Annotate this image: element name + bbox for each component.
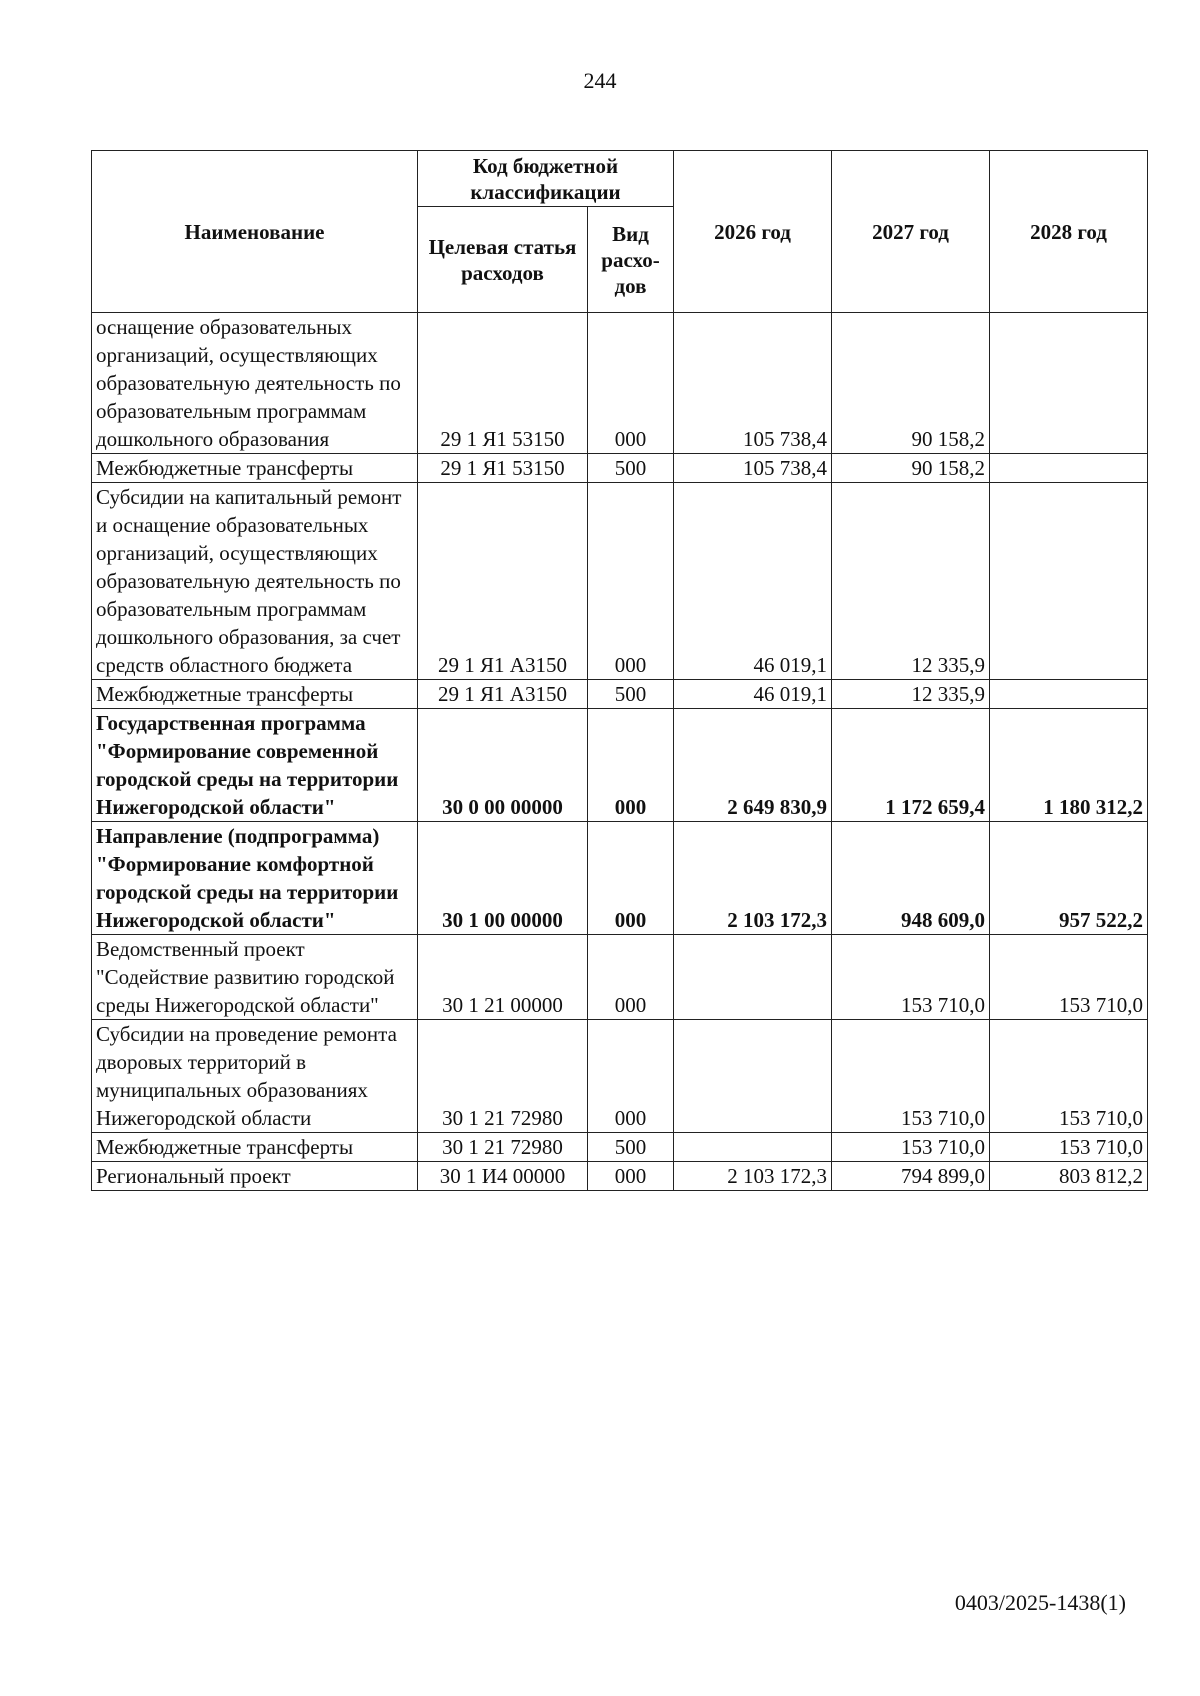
row-expense-kind: 000 [588, 935, 674, 1020]
row-2026 [674, 1020, 832, 1133]
row-expense-kind: 500 [588, 1133, 674, 1162]
row-target-code: 30 0 00 00000 [418, 709, 588, 822]
row-2028: 153 710,0 [990, 935, 1148, 1020]
row-target-code: 29 1 Я1 А3150 [418, 483, 588, 680]
row-2027: 153 710,0 [832, 935, 990, 1020]
row-2027: 948 609,0 [832, 822, 990, 935]
row-2026: 46 019,1 [674, 680, 832, 709]
row-2027: 153 710,0 [832, 1020, 990, 1133]
row-2027: 12 335,9 [832, 680, 990, 709]
row-name: Направление (подпрограмма) "Формирование комфортной городской среды на территории Нижегородской области" [92, 822, 418, 935]
row-2026: 105 738,4 [674, 454, 832, 483]
row-name: Межбюджетные трансферты [92, 680, 418, 709]
row-2028 [990, 454, 1148, 483]
table-row [92, 709, 1148, 822]
table-row [92, 313, 1148, 454]
row-2028: 153 710,0 [990, 1133, 1148, 1162]
header-expense-kind: Вид расхо-дов [588, 207, 674, 313]
row-2027: 153 710,0 [832, 1133, 990, 1162]
row-expense-kind: 000 [588, 483, 674, 680]
row-name: Межбюджетные трансферты [92, 1133, 418, 1162]
row-target-code: 29 1 Я1 53150 [418, 313, 588, 454]
row-2027: 794 899,0 [832, 1162, 990, 1191]
table-row [92, 1162, 1148, 1191]
row-target-code: 30 1 И4 00000 [418, 1162, 588, 1191]
row-2026: 105 738,4 [674, 313, 832, 454]
row-2028: 803 812,2 [990, 1162, 1148, 1191]
row-name: Субсидии на проведение ремонта дворовых территорий в муниципальных образованиях Нижегородской области [92, 1020, 418, 1133]
row-2026: 2 103 172,3 [674, 1162, 832, 1191]
header-2027: 2027 год [832, 151, 990, 313]
row-2028: 153 710,0 [990, 1020, 1148, 1133]
row-expense-kind: 500 [588, 454, 674, 483]
page-number: 244 [583, 68, 617, 93]
row-expense-kind: 000 [588, 822, 674, 935]
table-row [92, 1020, 1148, 1133]
row-target-code: 30 1 00 00000 [418, 822, 588, 935]
row-expense-kind: 000 [588, 1020, 674, 1133]
header-name: Наименование [92, 151, 418, 313]
row-name: Межбюджетные трансферты [92, 454, 418, 483]
row-2027: 90 158,2 [832, 313, 990, 454]
row-name: Субсидии на капитальный ремонт и оснащение образовательных организаций, осуществляющих образовательную деятельность по образовательным программам дошкольного образования, за счет средств областного бюджета [92, 483, 418, 680]
row-2028: 957 522,2 [990, 822, 1148, 935]
row-expense-kind: 000 [588, 313, 674, 454]
row-target-code: 30 1 21 72980 [418, 1133, 588, 1162]
document-id: 0403/2025-1438(1) [954, 1590, 1126, 1615]
row-target-code: 29 1 Я1 53150 [418, 454, 588, 483]
row-name: Ведомственный проект "Содействие развитию городской среды Нижегородской области" [92, 935, 418, 1020]
row-expense-kind: 000 [588, 1162, 674, 1191]
row-2026: 2 649 830,9 [674, 709, 832, 822]
table-row [92, 680, 1148, 709]
table-row [92, 454, 1148, 483]
row-name: Региональный проект [92, 1162, 418, 1191]
row-2026: 46 019,1 [674, 483, 832, 680]
header-target-article: Целевая статья расходов [418, 207, 588, 313]
row-name: Государственная программа "Формирование современной городской среды на территории Нижегородской области" [92, 709, 418, 822]
row-2026 [674, 935, 832, 1020]
table-row [92, 1133, 1148, 1162]
row-target-code: 30 1 21 00000 [418, 935, 588, 1020]
row-2027: 90 158,2 [832, 454, 990, 483]
row-2028: 1 180 312,2 [990, 709, 1148, 822]
header-code-group: Код бюджетной классификации [418, 151, 674, 207]
table-row [92, 935, 1148, 1020]
row-2028 [990, 483, 1148, 680]
row-2027: 1 172 659,4 [832, 709, 990, 822]
row-2026: 2 103 172,3 [674, 822, 832, 935]
budget-table [91, 150, 1148, 1191]
table-row [92, 822, 1148, 935]
row-name: оснащение образовательных организаций, осуществляющих образовательную деятельность по образовательным программам дошкольного образования [92, 313, 418, 454]
header-2026: 2026 год [674, 151, 832, 313]
row-target-code: 30 1 21 72980 [418, 1020, 588, 1133]
row-2028 [990, 680, 1148, 709]
row-expense-kind: 000 [588, 709, 674, 822]
row-target-code: 29 1 Я1 А3150 [418, 680, 588, 709]
row-2026 [674, 1133, 832, 1162]
row-2028 [990, 313, 1148, 454]
header-2028: 2028 год [990, 151, 1148, 313]
row-expense-kind: 500 [588, 680, 674, 709]
row-2027: 12 335,9 [832, 483, 990, 680]
table-row [92, 483, 1148, 680]
